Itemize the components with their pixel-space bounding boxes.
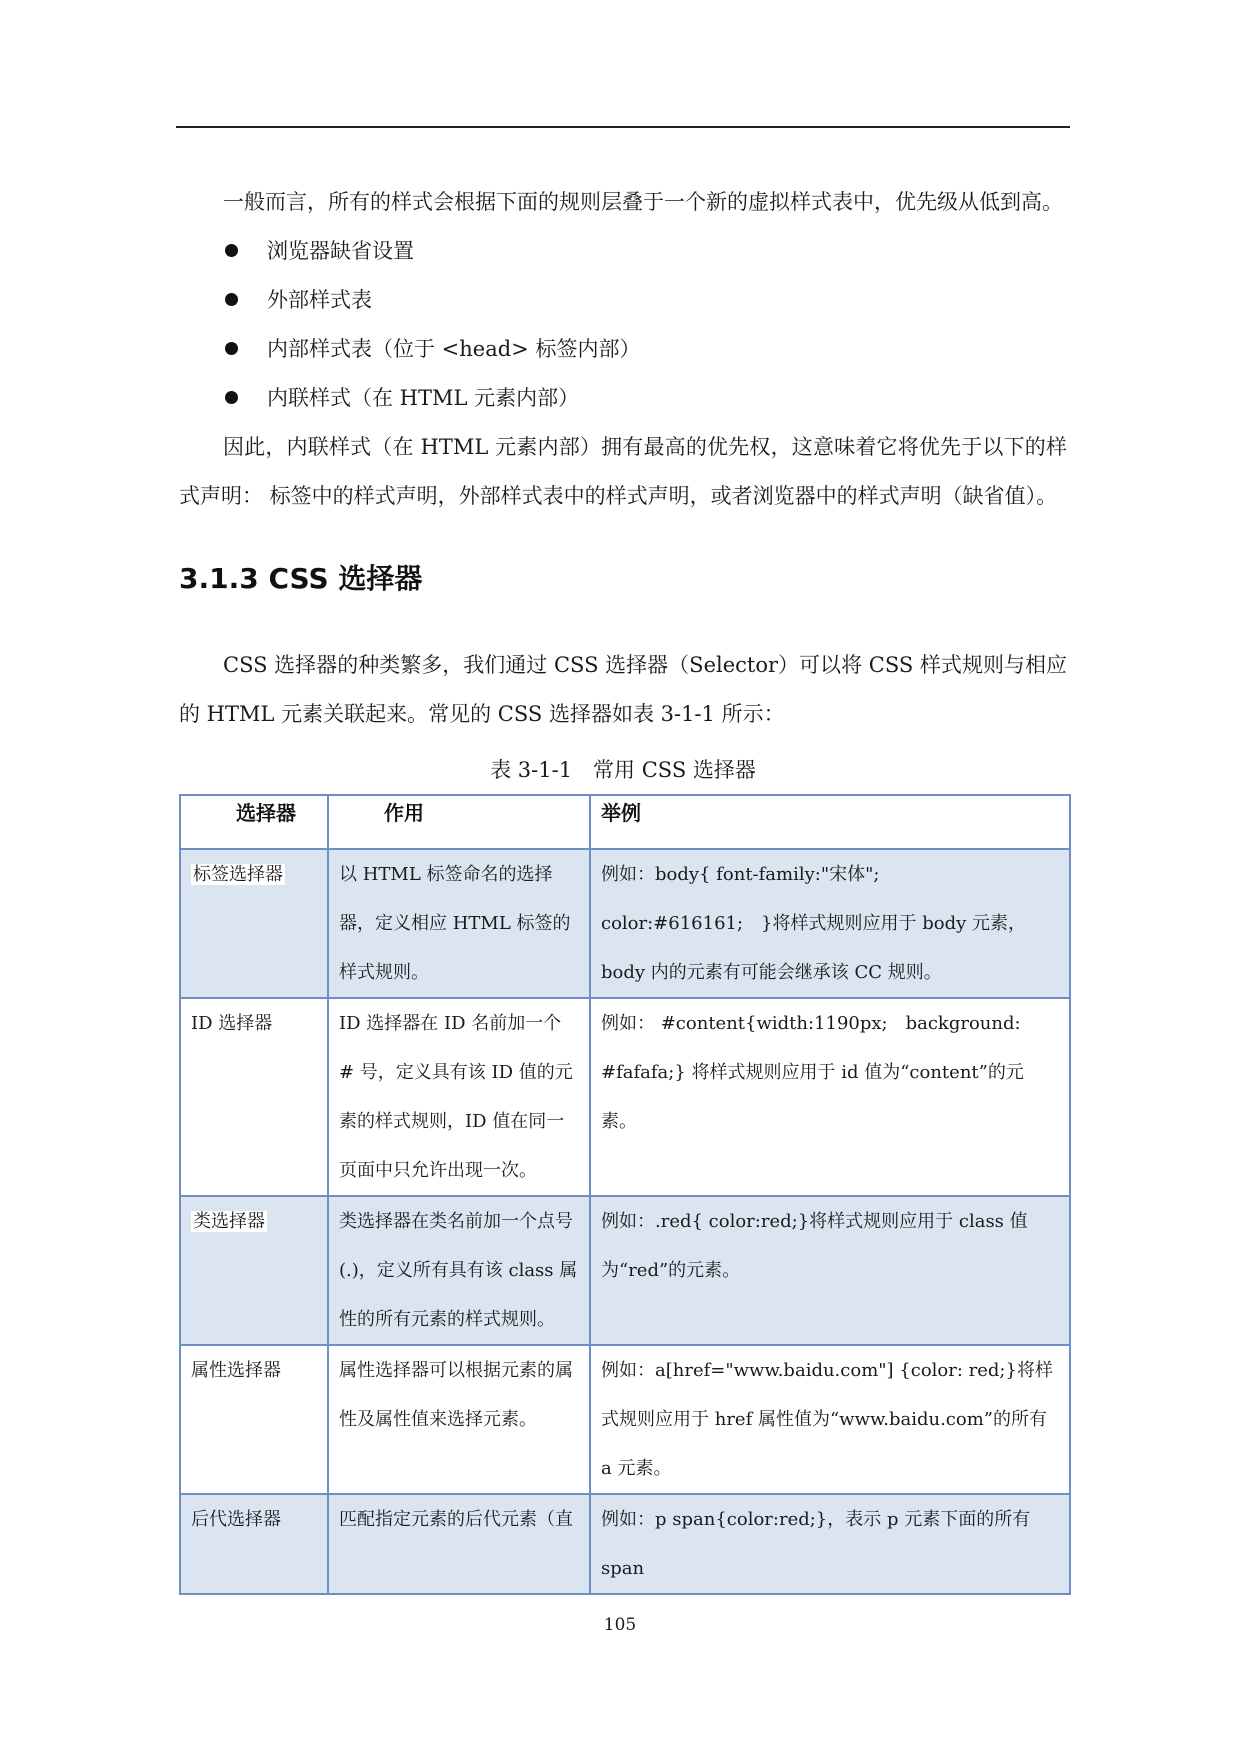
table-caption: 表 3-1-1 常用 CSS 选择器 xyxy=(490,758,756,782)
header-rule xyxy=(176,126,1070,128)
column-header-selector: 选择器 xyxy=(180,795,328,849)
selector-intro-paragraph: CSS 选择器的种类繁多，我们通过 CSS 选择器（Selector）可以将 CSS 样式规则与相应的 HTML 元素关联起来。常见的 CSS 选择器如表 3-1-1 所示： xyxy=(179,653,1067,726)
example-cell: 例如：p span{color:red;}，表示 p 元素下面的所有 span xyxy=(590,1494,1070,1594)
purpose-cell: 以 HTML 标签命名的选择器，定义相应 HTML 标签的样式规则。 xyxy=(328,849,590,998)
purpose-cell: 匹配指定元素的后代元素（直 xyxy=(328,1494,590,1594)
selector-name-cell: 后代选择器 xyxy=(180,1494,328,1594)
bullet-icon xyxy=(225,391,238,404)
example-cell: 例如：a[href="www.baidu.com"] {color: red;}将样式规则应用于 href 属性值为“www.baidu.com”的所有 a 元素。 xyxy=(590,1345,1070,1494)
purpose-cell: ID 选择器在 ID 名前加一个 # 号，定义具有该 ID 值的元素的样式规则，ID 值在同一页面中只允许出现一次。 xyxy=(328,998,590,1196)
purpose-cell: 类选择器在类名前加一个点号(.)，定义所有具有该 class 属性的所有元素的样式规则。 xyxy=(328,1196,590,1345)
example-cell: 例如：body{ font-family:"宋体"; color:#616161; }将样式规则应用于 body 元素，body 内的元素有可能会继承该 CC 规则。 xyxy=(590,849,1070,998)
list-item: 内部样式表（位于 <head> 标签内部） xyxy=(179,325,1067,374)
list-item: 内联样式（在 HTML 元素内部） xyxy=(179,374,1067,423)
column-header-example: 举例 xyxy=(590,795,1070,849)
priority-paragraph: 因此，内联样式（在 HTML 元素内部）拥有最高的优先权，这意味着它将优先于以下的样式声明： 标签中的样式声明，外部样式表中的样式声明，或者浏览器中的样式声明（缺省值）。 xyxy=(179,435,1067,508)
example-cell: 例如： #content{width:1190px; background: #fafafa;} 将样式规则应用于 id 值为“content”的元素。 xyxy=(590,998,1070,1196)
page-content xyxy=(179,178,1067,1595)
selector-name-cell: 属性选择器 xyxy=(180,1345,328,1494)
selector-name-cell: 标签选择器 xyxy=(180,849,328,998)
css-selector-table xyxy=(179,794,1071,1595)
selector-name-cell: 类选择器 xyxy=(180,1196,328,1345)
table-row xyxy=(180,998,1070,1196)
table-row xyxy=(180,1494,1070,1594)
section-heading: 3.1.3 CSS 选择器 xyxy=(179,562,423,595)
bullet-icon xyxy=(225,342,238,355)
intro-paragraph: 一般而言，所有的样式会根据下面的规则层叠于一个新的虚拟样式表中，优先级从低到高。 xyxy=(223,190,1063,214)
table-row xyxy=(180,1345,1070,1494)
page-number: 105 xyxy=(603,1615,637,1635)
cascade-order-list xyxy=(179,227,1067,423)
list-item: 外部样式表 xyxy=(179,276,1067,325)
column-header-purpose: 作用 xyxy=(328,795,590,849)
purpose-cell: 属性选择器可以根据元素的属性及属性值来选择元素。 xyxy=(328,1345,590,1494)
list-item: 浏览器缺省设置 xyxy=(179,227,1067,276)
example-cell: 例如：.red{ color:red;}将样式规则应用于 class 值为“red”的元素。 xyxy=(590,1196,1070,1345)
selector-name-cell: ID 选择器 xyxy=(180,998,328,1196)
table-header-row xyxy=(180,795,1070,849)
bullet-icon xyxy=(225,244,238,257)
bullet-icon xyxy=(225,293,238,306)
table-row xyxy=(180,849,1070,998)
table-row xyxy=(180,1196,1070,1345)
